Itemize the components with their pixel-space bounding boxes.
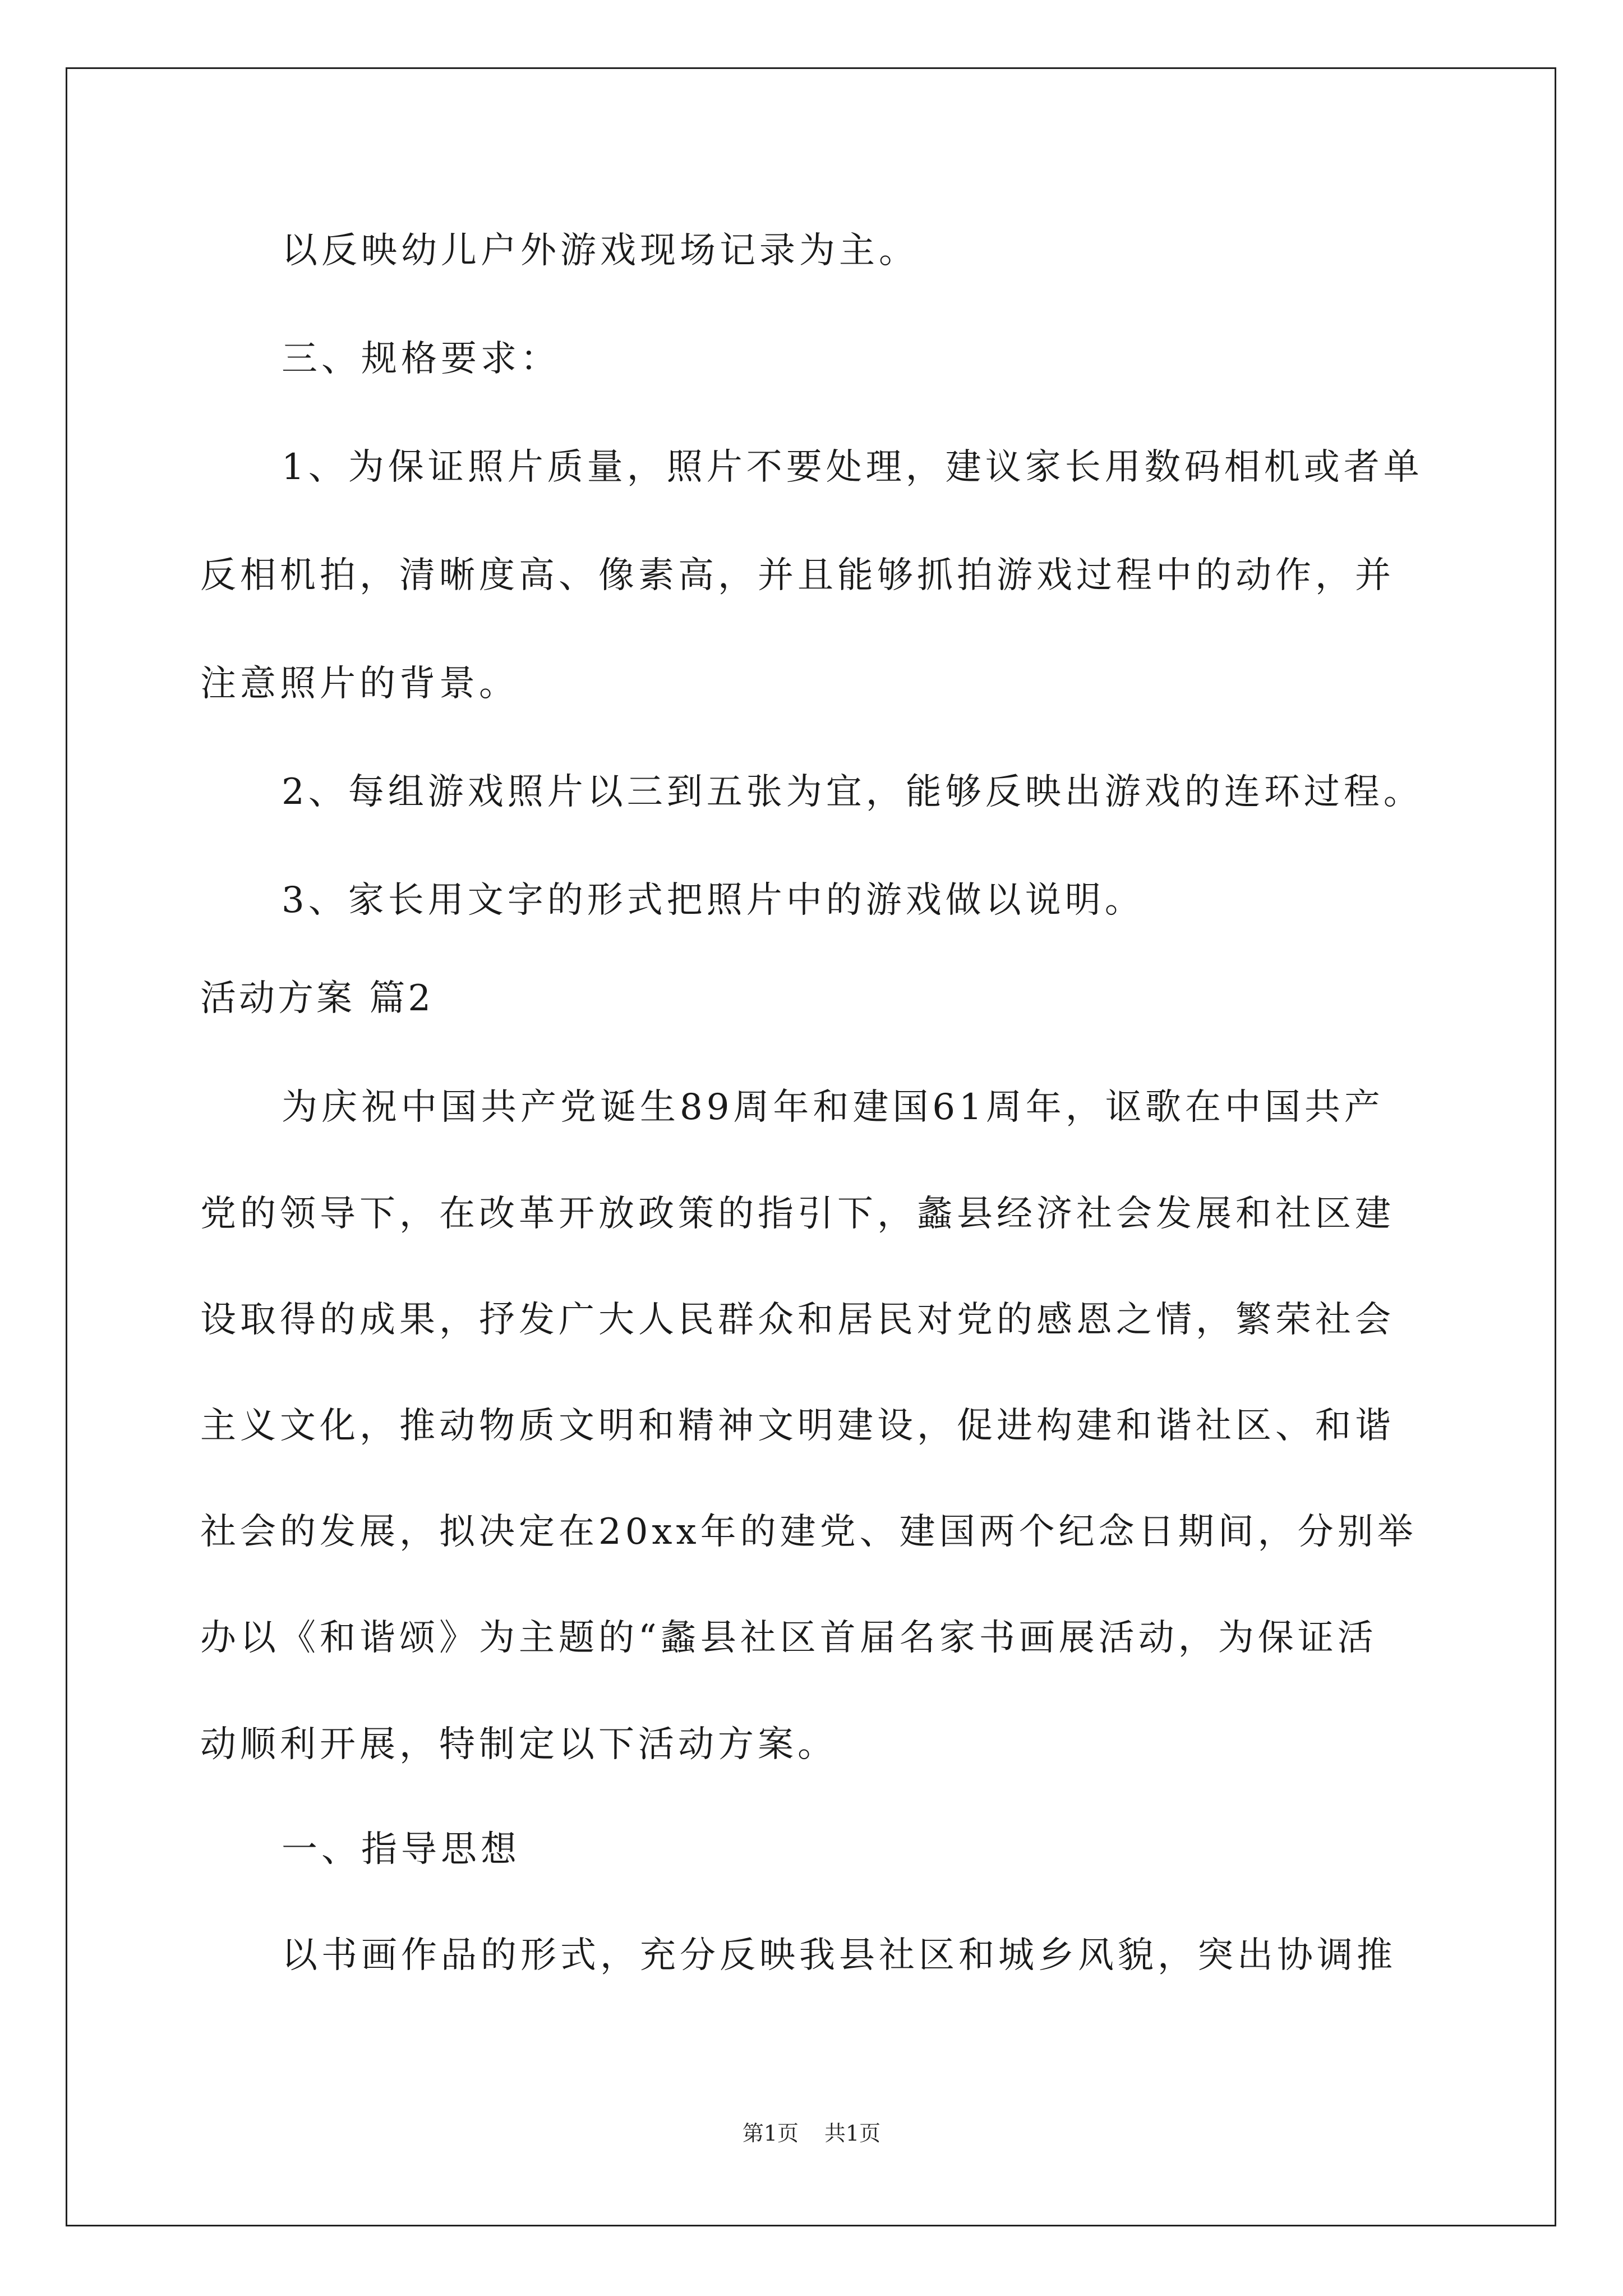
paragraph-line: 2、每组游戏照片以三到五张为宜，能够反映出游戏的连环过程。 bbox=[282, 771, 1423, 813]
article-heading: 活动方案 篇2 bbox=[200, 978, 434, 1019]
paragraph-line: 主义文化，推动物质文明和精神文明建设，促进构建和谐社区、和谐 bbox=[200, 1405, 1395, 1447]
paragraph-line: 反相机拍，清晰度高、像素高，并且能够抓拍游戏过程中的动作，并 bbox=[200, 555, 1395, 596]
paragraph-line: 以反映幼儿户外游戏现场记录为主。 bbox=[282, 230, 919, 272]
page-number: 第1页 bbox=[742, 2121, 799, 2146]
page-footer bbox=[0, 2119, 1623, 2147]
page-total: 共1页 bbox=[824, 2121, 881, 2146]
section-heading: 三、规格要求： bbox=[282, 338, 560, 380]
paragraph-line: 动顺利开展，特制定以下活动方案。 bbox=[200, 1724, 837, 1765]
page-border bbox=[66, 67, 1556, 2226]
paragraph-line: 党的领导下，在改革开放政策的指引下，蠡县经济社会发展和社区建 bbox=[200, 1193, 1395, 1235]
paragraph-line: 办以《和谐颂》为主题的“蠡县社区首届名家书画展活动，为保证活 bbox=[200, 1617, 1377, 1659]
paragraph-line: 以书画作品的形式，充分反映我县社区和城乡风貌，突出协调推 bbox=[282, 1935, 1396, 1976]
paragraph-line: 设取得的成果，抒发广大人民群众和居民对党的感恩之情，繁荣社会 bbox=[200, 1299, 1395, 1341]
paragraph-line: 为庆祝中国共产党诞生89周年和建国61周年，讴歌在中国共产 bbox=[282, 1087, 1384, 1128]
paragraph-line: 3、家长用文字的形式把照片中的游戏做以说明。 bbox=[282, 880, 1145, 921]
paragraph-line: 社会的发展，拟决定在20xx年的建党、建国两个纪念日期间，分别举 bbox=[200, 1511, 1417, 1553]
paragraph-line: 注意照片的背景。 bbox=[200, 663, 519, 705]
paragraph-line: 1、为保证照片质量，照片不要处理，建议家长用数码相机或者单 bbox=[282, 447, 1423, 488]
section-heading: 一、指导思想 bbox=[282, 1829, 520, 1870]
